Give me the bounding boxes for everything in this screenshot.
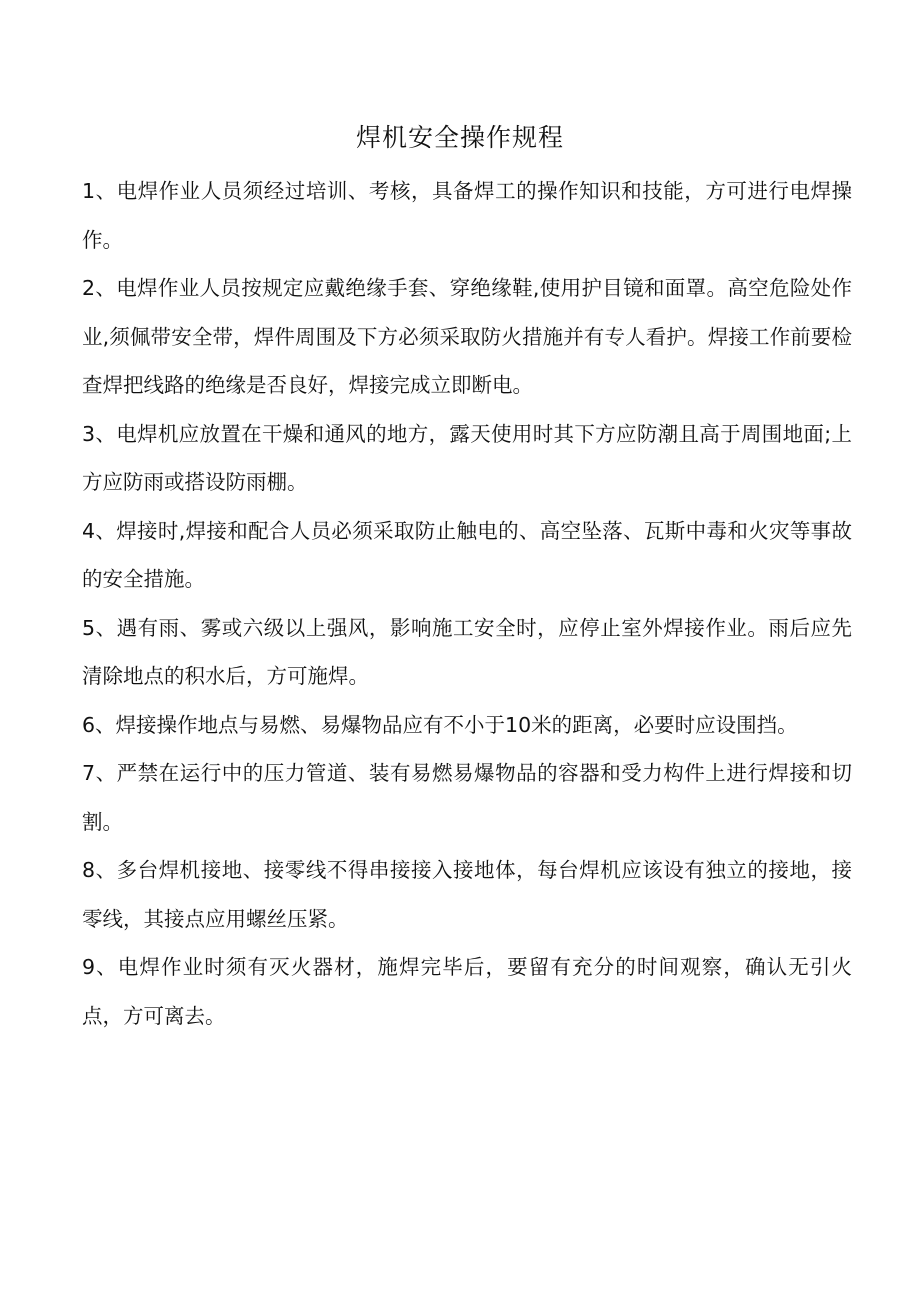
rule-item-5: 5、遇有雨、雾或六级以上强风，影响施工安全时，应停止室外焊接作业。雨后应先清除地点的积水后，方可施焊。 (82, 615, 852, 688)
rule-item-6: 6、焊接操作地点与易燃、易爆物品应有不小于10米的距离，必要时应设围挡。 (82, 712, 798, 737)
rule-item-9: 9、电焊作业时须有灭火器材，施焊完毕后，要留有充分的时间观察，确认无引火点，方可离去。 (82, 955, 852, 1028)
rule-item-1: 1、电焊作业人员须经过培训、考核，具备焊工的操作知识和技能，方可进行电焊操作。 (82, 179, 852, 252)
rule-item-2: 2、电焊作业人员按规定应戴绝缘手套、穿绝缘鞋,使用护目镜和面罩。高空危险处作业,须佩带安全带，焊件周围及下方必须采取防火措施并有专人看护。焊接工作前要检查焊把线路的绝缘是否良好，焊接完成立即断电。 (82, 276, 852, 397)
rule-item-7: 7、严禁在运行中的压力管道、装有易燃易爆物品的容器和受力构件上进行焊接和切割。 (82, 761, 852, 834)
rule-item-3: 3、电焊机应放置在干燥和通风的地方，露天使用时其下方应防潮且高于周围地面;上方应防雨或搭设防雨棚。 (82, 421, 852, 494)
page-title: 焊机安全操作规程 (355, 123, 564, 152)
rule-item-4: 4、焊接时,焊接和配合人员必须采取防止触电的、高空坠落、瓦斯中毒和火灾等事故的安全措施。 (82, 518, 852, 591)
rule-item-8: 8、多台焊机接地、接零线不得串接接入接地体，每台焊机应该设有独立的接地，接零线，其接点应用螺丝压紧。 (82, 858, 852, 931)
rules-list (82, 167, 852, 1040)
